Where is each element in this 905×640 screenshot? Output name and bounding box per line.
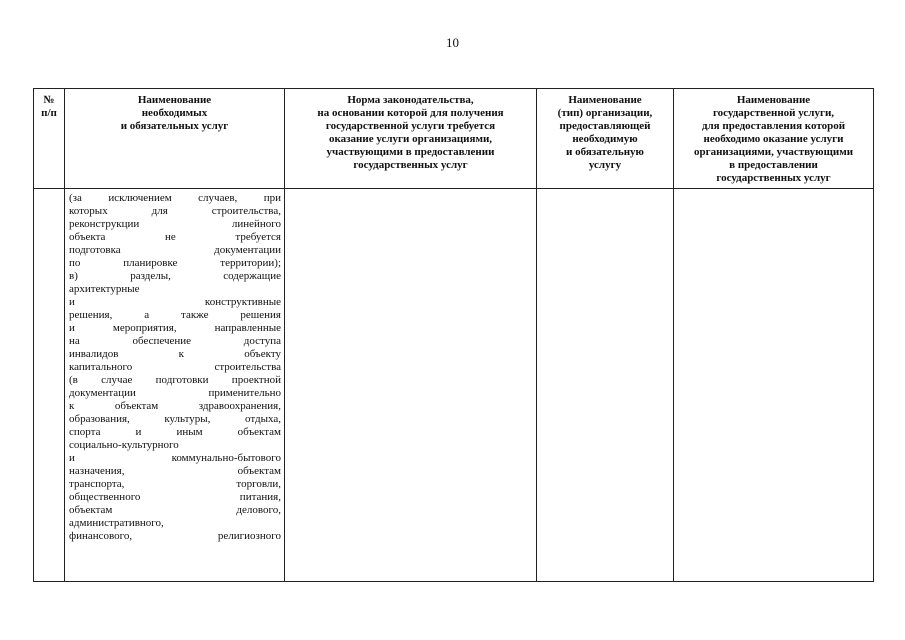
text-line: капитального строительства [69, 361, 281, 373]
text-line: на обеспечение доступа [69, 335, 281, 347]
text-line: (за исключением случаев, при [69, 192, 281, 204]
text-line: и конструктивные [69, 296, 281, 308]
cell-legal-norm [285, 189, 537, 582]
text-line: спорта и иным объектам [69, 426, 281, 438]
text-line: инвалидов к объекту [69, 348, 281, 360]
header-service-name: Наименование необходимых и обязательных услуг [65, 89, 285, 189]
text-line: социально-культурного [69, 439, 179, 451]
text-line: административного, [69, 517, 164, 529]
text-line: в) разделы, содержащие [69, 270, 281, 282]
text-line: назначения, объектам [69, 465, 281, 477]
text-line: (в случае подготовки проектной [69, 374, 281, 386]
table-row [34, 189, 874, 582]
text-line: по планировке территории); [69, 257, 281, 269]
header-state-service: Наименование государственной услуги, для предоставления которой необходимо оказание услуги организациями, участвующими в предоставлении государственных услуг [674, 89, 874, 189]
header-legal-norm: Норма законодательства, на основании которой для получения государственной услуги требуется оказание услуги организациями, участвующими в предоставлении государственных услуг [285, 89, 537, 189]
text-line: которых для строительства, [69, 205, 281, 217]
services-table [33, 88, 874, 582]
service-description-text [65, 189, 284, 543]
text-line: объектам делового, [69, 504, 281, 516]
text-line: и коммунально-бытового [69, 452, 281, 464]
text-line: и мероприятия, направленные [69, 322, 281, 334]
cell-organization-type [537, 189, 674, 582]
table-header-row [34, 89, 874, 189]
cell-service-description [65, 189, 285, 582]
header-number: № п/п [34, 89, 65, 189]
cell-number [34, 189, 65, 582]
header-organization-type: Наименование (тип) организации, предоставляющей необходимую и обязательную услугу [537, 89, 674, 189]
text-line: решения, а также решения [69, 309, 281, 321]
text-line: образования, культуры, отдыха, [69, 413, 281, 425]
text-line: документации применительно [69, 387, 281, 399]
text-line: транспорта, торговли, [69, 478, 281, 490]
text-line: объекта не требуется [69, 231, 281, 243]
text-line: общественного питания, [69, 491, 281, 503]
text-line: подготовка документации [69, 244, 281, 256]
text-line: к объектам здравоохранения, [69, 400, 281, 412]
page-number: 10 [446, 35, 459, 50]
text-line: архитектурные [69, 283, 140, 295]
text-line: реконструкции линейного [69, 218, 281, 230]
cell-state-service [674, 189, 874, 582]
text-line: финансового, религиозного [69, 530, 281, 542]
